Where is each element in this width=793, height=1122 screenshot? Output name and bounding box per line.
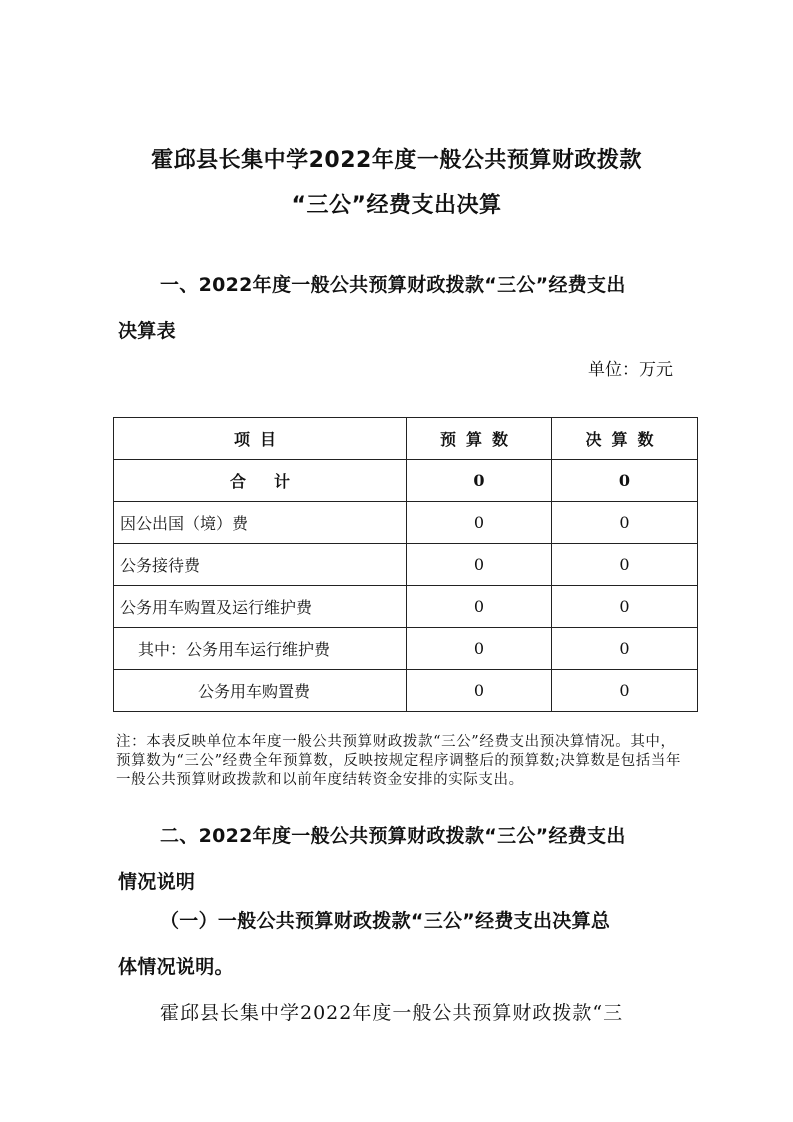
header-budget: 预算数 — [407, 418, 552, 460]
row-actual: 0 — [552, 670, 698, 712]
table-row — [114, 544, 698, 586]
table-row — [114, 628, 698, 670]
expense-table — [113, 417, 698, 712]
body-paragraph: 霍邱县长集中学2022年度一般公共预算财政拨款“三 — [160, 1002, 624, 1024]
section-1-heading-line-1: 一、2022年度一般公共预算财政拨款“三公”经费支出 — [160, 274, 626, 296]
row-actual: 0 — [552, 502, 698, 544]
row-label: 因公出国（境）费 — [114, 502, 407, 544]
section-1-heading — [118, 262, 678, 354]
section-2-heading-line-2: 情况说明 — [118, 871, 196, 893]
total-budget: 0 — [407, 460, 552, 502]
section-1-heading-line-2: 决算表 — [118, 320, 176, 342]
title-line-1: 霍邱县长集中学2022年度一般公共预算财政拨款 — [151, 148, 642, 173]
table-total-row — [114, 460, 698, 502]
row-budget: 0 — [407, 670, 552, 712]
row-actual: 0 — [552, 586, 698, 628]
row-budget: 0 — [407, 502, 552, 544]
row-actual: 0 — [552, 544, 698, 586]
table-row — [114, 670, 698, 712]
total-label: 合计 — [114, 460, 407, 502]
row-budget: 0 — [407, 544, 552, 586]
table-row — [114, 586, 698, 628]
subsection-1-heading-line-1: （一）一般公共预算财政拨款“三公”经费支出决算总 — [160, 910, 611, 932]
unit-label: 单位：万元 — [588, 360, 673, 380]
table-row — [114, 502, 698, 544]
table-header-row — [114, 418, 698, 460]
section-2-heading — [118, 813, 678, 905]
row-label: 公务用车购置及运行维护费 — [114, 586, 407, 628]
row-label: 其中：公务用车运行维护费 — [114, 628, 407, 670]
header-actual: 决算数 — [552, 418, 698, 460]
total-actual: 0 — [552, 460, 698, 502]
section-2-heading-line-1: 二、2022年度一般公共预算财政拨款“三公”经费支出 — [160, 825, 626, 847]
subsection-1-heading-line-2: 体情况说明。 — [118, 956, 234, 978]
row-actual: 0 — [552, 628, 698, 670]
table-note: 注：本表反映单位本年度一般公共预算财政拨款“三公”经费支出预决算情况。其中，预算数为“三公”经费全年预算数，反映按规定程序调整后的预算数;决算数是包括当年一般公共预算财政拨款和以前年度结转资金安排的实际支出。 — [116, 734, 682, 788]
row-label: 公务用车购置费 — [114, 670, 407, 712]
title-line-2: “三公”经费支出决算 — [291, 193, 502, 218]
row-label: 公务接待费 — [114, 544, 407, 586]
subsection-1-heading — [118, 898, 678, 990]
header-item: 项目 — [114, 418, 407, 460]
row-budget: 0 — [407, 586, 552, 628]
row-budget: 0 — [407, 628, 552, 670]
